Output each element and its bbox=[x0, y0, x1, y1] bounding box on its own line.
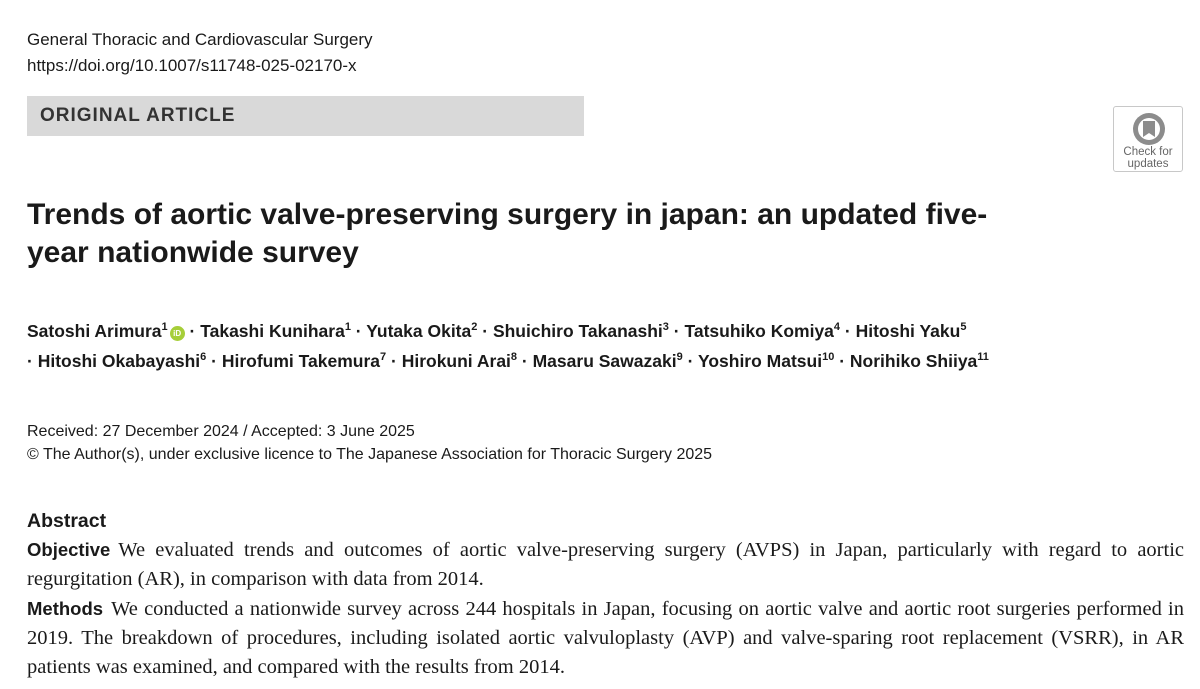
author-name: Shuichiro Takanashi bbox=[492, 321, 663, 341]
author[interactable] bbox=[38, 351, 207, 371]
author-name: Hirofumi Takemura bbox=[221, 351, 380, 371]
objective-label: Objective bbox=[27, 539, 111, 560]
author-name: Yoshiro Matsui bbox=[697, 351, 823, 371]
author-separator: · bbox=[350, 321, 367, 341]
author-separator: · bbox=[477, 321, 493, 341]
author-name: Tatsuhiko Komiya bbox=[684, 321, 834, 341]
author-separator: · bbox=[517, 351, 533, 371]
objective-text: We evaluated trends and outcomes of aortic valve-preserving surgery (AVPS) in Japan, particularly with regard to aortic regurgitation (AR), in comparison with data from 2014. bbox=[27, 539, 1184, 590]
abstract-heading: Abstract bbox=[27, 510, 107, 532]
author[interactable] bbox=[222, 351, 386, 371]
author[interactable] bbox=[684, 321, 840, 341]
author-affiliation: 11 bbox=[977, 351, 989, 364]
author-name: Norihiko Shiiya bbox=[849, 351, 978, 371]
article-type-banner: ORIGINAL ARTICLE bbox=[27, 96, 584, 136]
author-name: Yutaka Okita bbox=[366, 321, 472, 341]
journal-name: General Thoracic and Cardiovascular Surgery bbox=[27, 30, 373, 49]
author[interactable] bbox=[533, 351, 683, 371]
author-name: Hitoshi Okabayashi bbox=[37, 351, 201, 371]
author-name: Hitoshi Yaku bbox=[855, 321, 961, 341]
received-accepted-dates: Received: 27 December 2024 / Accepted: 3 June 2025 bbox=[27, 423, 415, 440]
author-name: Hirokuni Arai bbox=[401, 351, 511, 371]
author[interactable] bbox=[850, 351, 989, 371]
check-for-updates-label: Check for updates bbox=[1123, 146, 1173, 170]
author[interactable] bbox=[856, 321, 967, 341]
author-separator: · bbox=[184, 321, 201, 341]
methods-label: Methods bbox=[27, 598, 104, 619]
doi-link[interactable]: https://doi.org/10.1007/s11748-025-02170-x bbox=[27, 56, 357, 75]
author[interactable] bbox=[200, 321, 351, 341]
author-affiliation: 10 bbox=[822, 351, 835, 364]
author-affiliation: 1 bbox=[344, 321, 351, 334]
author-separator: · bbox=[206, 351, 222, 371]
author-affiliation: 7 bbox=[380, 351, 387, 364]
author[interactable] bbox=[366, 321, 477, 341]
author[interactable] bbox=[402, 351, 517, 371]
check-for-updates-icon bbox=[1131, 111, 1167, 147]
author-separator: · bbox=[668, 321, 685, 341]
author-separator: · bbox=[840, 321, 856, 341]
author-list bbox=[27, 316, 1177, 376]
author-name: Takashi Kunihara bbox=[200, 321, 345, 341]
author-name: Satoshi Arimura bbox=[27, 321, 162, 341]
author[interactable] bbox=[493, 321, 669, 341]
author[interactable] bbox=[27, 321, 185, 341]
author-separator: · bbox=[386, 351, 402, 371]
author-affiliation: 6 bbox=[200, 351, 207, 364]
author-affiliation: 3 bbox=[662, 321, 669, 334]
author-separator: · bbox=[27, 351, 38, 371]
author[interactable] bbox=[698, 351, 834, 371]
author-affiliation: 2 bbox=[471, 321, 478, 334]
article-title: Trends of aortic valve-preserving surgery in japan: an updated five-year nationwide survey bbox=[27, 198, 988, 269]
abstract-body bbox=[27, 535, 1184, 682]
license-statement: © The Author(s), under exclusive licence to The Japanese Association for Thoracic Surgery 2025 bbox=[27, 446, 713, 463]
check-for-updates-button[interactable] bbox=[1113, 106, 1183, 172]
orcid-icon[interactable]: iD bbox=[170, 326, 185, 341]
author-affiliation: 9 bbox=[676, 351, 683, 364]
author-affiliation: 4 bbox=[833, 321, 841, 334]
author-name: Masaru Sawazaki bbox=[532, 351, 677, 371]
abstract-objective bbox=[27, 535, 1184, 594]
abstract-methods bbox=[27, 594, 1184, 682]
author-separator: · bbox=[834, 351, 850, 371]
author-affiliation: 8 bbox=[510, 351, 518, 364]
author-affiliation: 5 bbox=[960, 321, 967, 334]
methods-text: We conducted a nationwide survey across 244 hospitals in Japan, focusing on aortic valve and aortic root surgeries performed in 2019. The breakdown of procedures, including isolated aortic valvuloplasty (AVP) and valve-sparing root replacement (VSRR), in AR patients was examined, and compared with the results from 2014. bbox=[27, 598, 1184, 678]
author-affiliation: 1 bbox=[161, 321, 168, 334]
author-separator: · bbox=[682, 351, 698, 371]
